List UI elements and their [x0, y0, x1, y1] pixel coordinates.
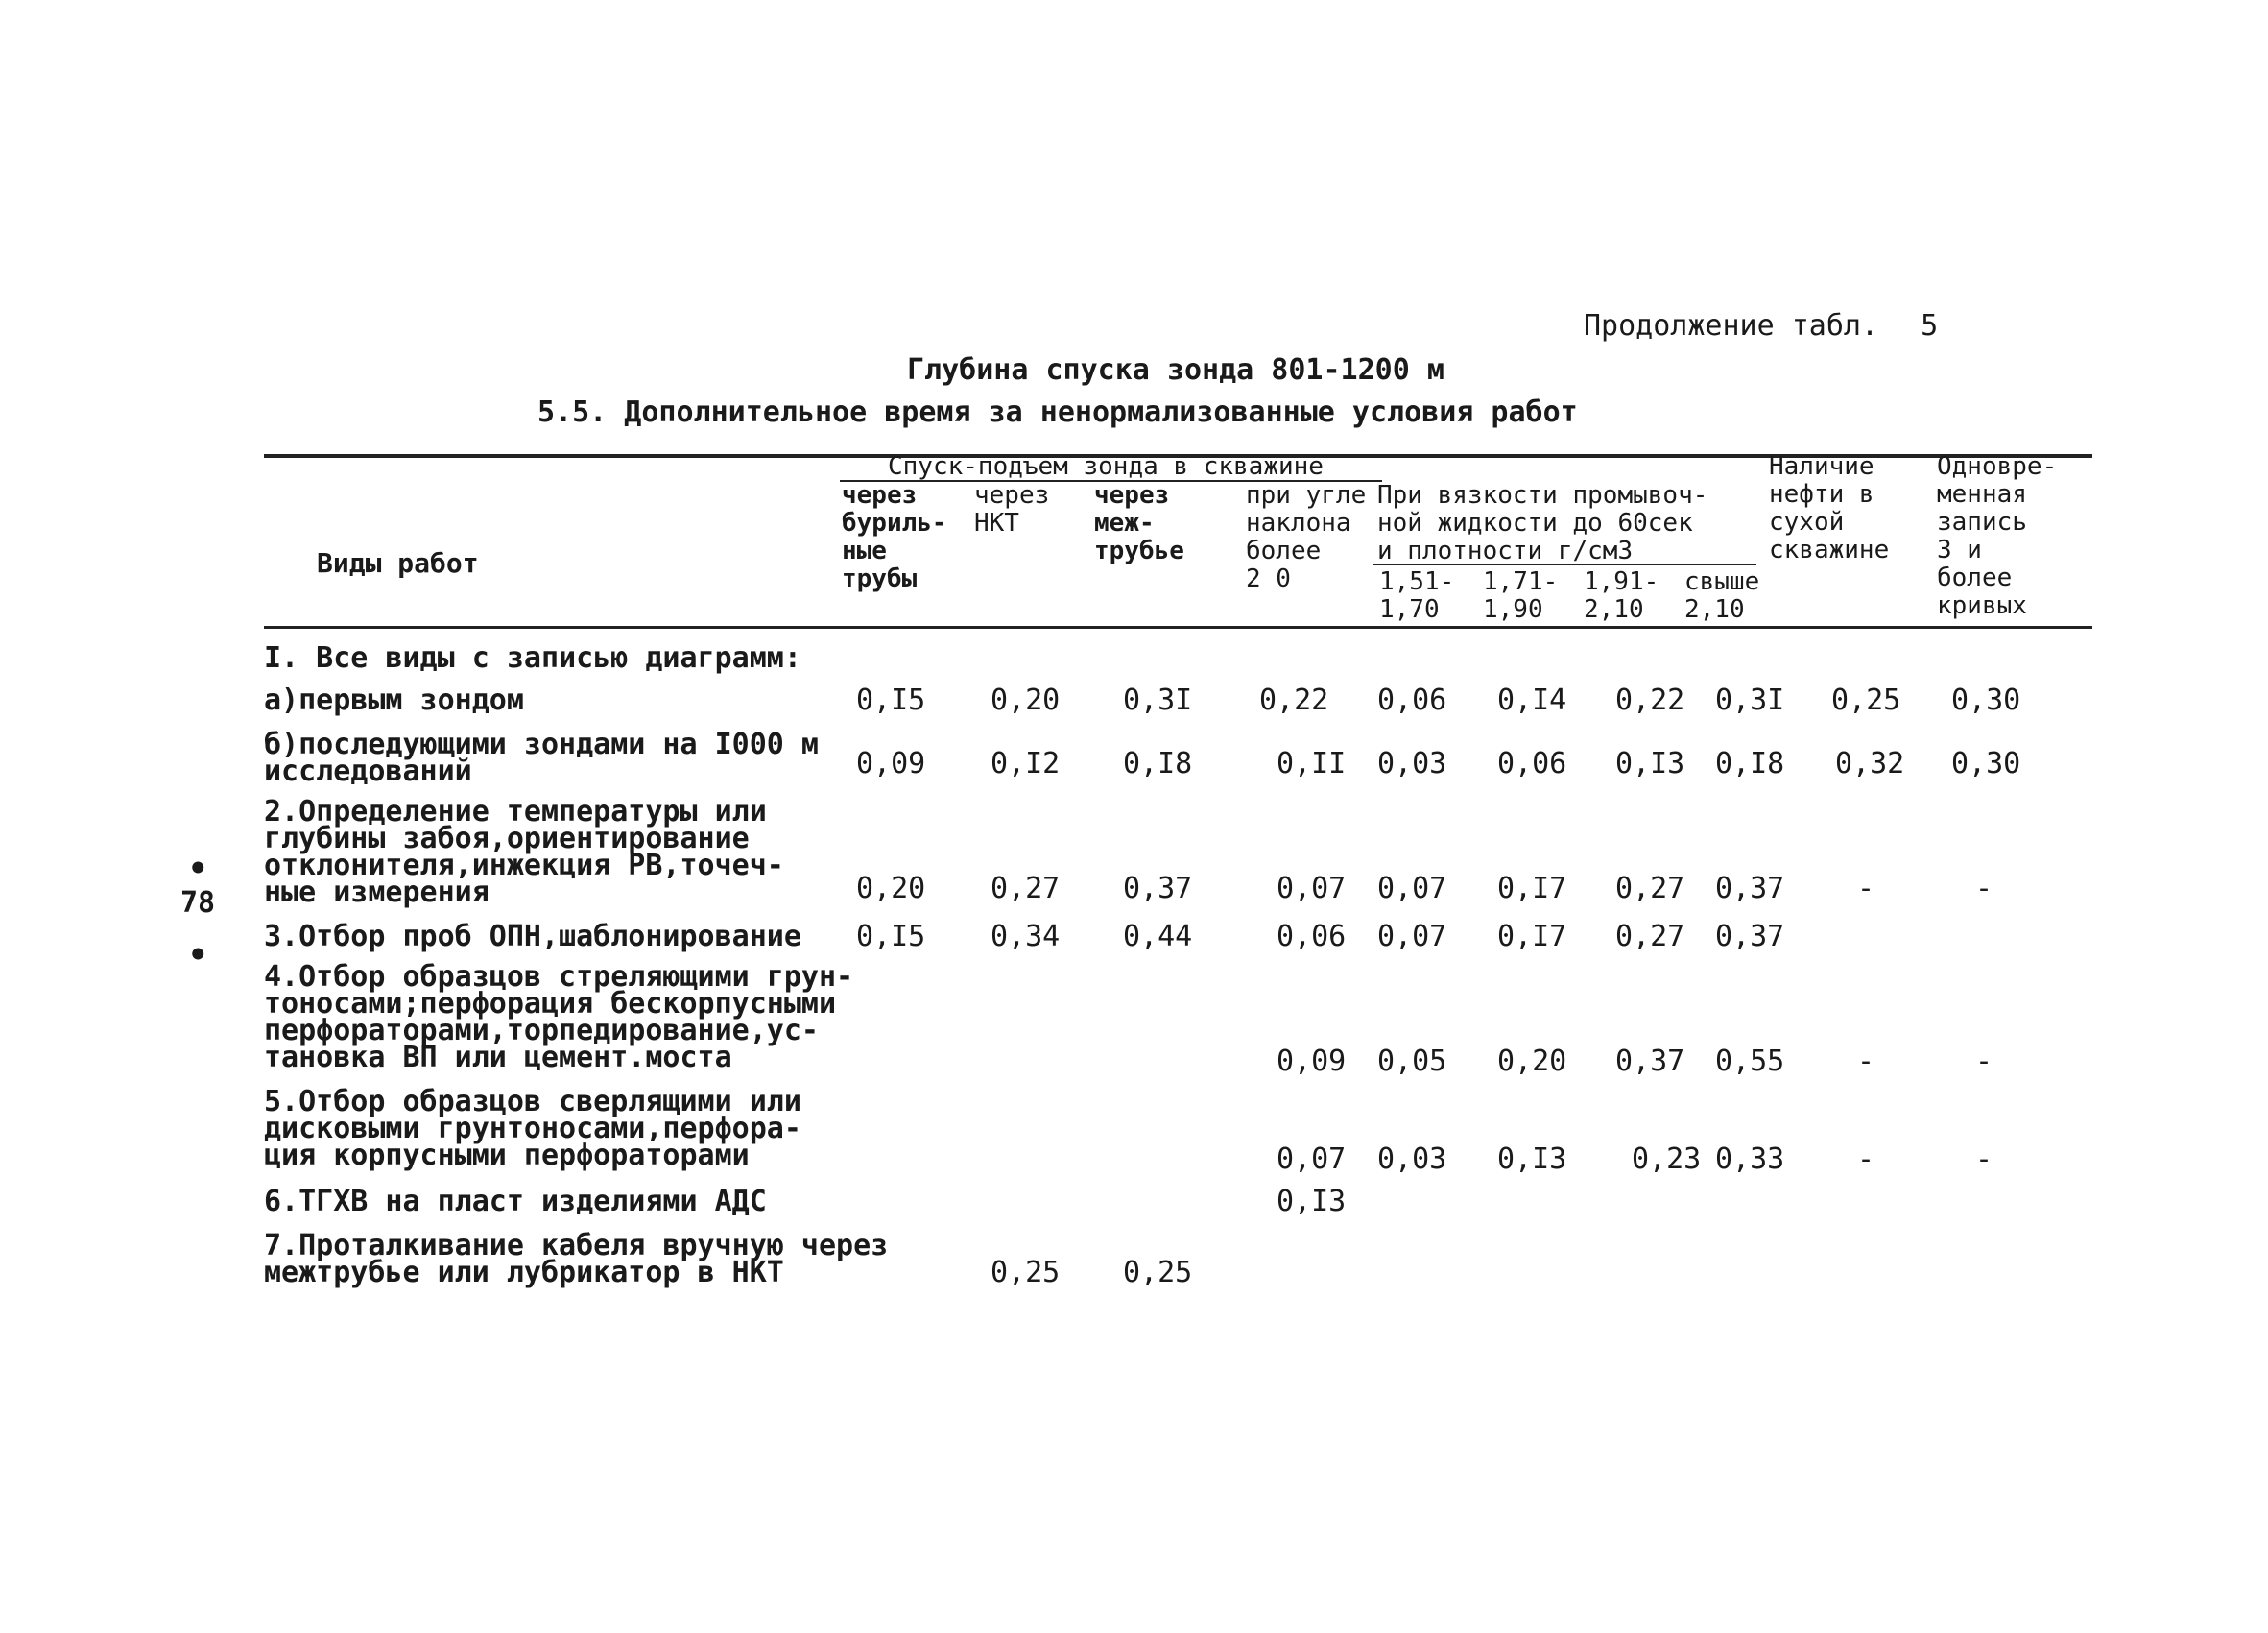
table-cell: 0,06 [1497, 747, 1567, 780]
table-cell: 0,37 [1715, 920, 1785, 953]
subtitle: Глубина спуска зонда 801-1200 м [907, 353, 1444, 387]
header-angle: при угле наклона более 2 0 [1246, 481, 1367, 593]
header-oil: Наличие нефти в сухой скважине [1769, 452, 1890, 564]
row-label-1a: а)первым зондом [264, 684, 524, 717]
table-cell: 0,27 [1615, 920, 1685, 953]
header-viscosity-group: При вязкости промывоч- ной жидкости до 60сек и плотности г/см3 [1377, 481, 1708, 565]
table-cell: 0,23 [1632, 1142, 1702, 1176]
table-cell: 0,II [1277, 747, 1347, 780]
header-density-3: 1,91- 2,10 [1584, 567, 1659, 624]
table-cell: 0,09 [856, 747, 926, 780]
row-label-1: I. Все виды с записью диаграмм: [264, 641, 801, 675]
margin-page-number: 78 [180, 886, 216, 920]
table-cell: 0,07 [1377, 920, 1447, 953]
table-cell: 0,03 [1377, 1142, 1447, 1176]
table-cell: 0,20 [1497, 1045, 1567, 1078]
table-cell: 0,03 [1377, 747, 1447, 780]
header-density-4: свыше 2,10 [1684, 567, 1760, 624]
table-cell: 0,I4 [1497, 684, 1567, 717]
row-label-5: 5.Отбор образцов сверлящими или дисковыми грунтоносами,перфора- ция корпусными перфораторами [264, 1085, 801, 1172]
table-cell: 0,34 [991, 920, 1061, 953]
header-work-types: Виды работ [317, 547, 479, 579]
table-cell: 0,22 [1615, 684, 1685, 717]
table-cell: 0,06 [1277, 920, 1347, 953]
table-cell: 0,30 [1951, 747, 2021, 780]
table-cell: 0,07 [1277, 1142, 1347, 1176]
table-cell: 0,37 [1615, 1045, 1685, 1078]
row-label-2: 2.Определение температуры или глубины забоя,ориентирование отклонителя,инжекция РВ,точеч- ные измерения [264, 795, 784, 909]
table-cell: 0,06 [1377, 684, 1447, 717]
row-label-1b: б)последующими зондами на I000 м исследований [264, 728, 819, 788]
header-intertube: через меж- трубье [1094, 481, 1184, 565]
table-cell: 0,I7 [1497, 920, 1567, 953]
table-cell: 0,I7 [1497, 872, 1567, 905]
header-simultaneous: Одновре- менная запись 3 и более кривых [1937, 452, 2058, 620]
margin-mark-bottom: • [188, 936, 208, 974]
continuation-note [1584, 309, 1938, 343]
table-cell: - [1857, 1142, 1875, 1176]
table-cell: - [1975, 872, 1993, 905]
table-cell: 0,07 [1377, 872, 1447, 905]
table-cell: 0,I3 [1277, 1185, 1347, 1218]
table-cell: 0,27 [1615, 872, 1685, 905]
table-title: 5.5. Дополнительное время за ненормализованные условия работ [537, 396, 1578, 429]
table-cell: - [1857, 1045, 1875, 1078]
table-cell: - [1857, 872, 1875, 905]
table-cell: - [1975, 1045, 1993, 1078]
table-number: 5 [1921, 309, 1939, 343]
table-cell: 0,30 [1951, 684, 2021, 717]
table-cell: 0,I5 [856, 684, 926, 717]
table-cell: 0,3I [1715, 684, 1785, 717]
table-cell: 0,3I [1123, 684, 1193, 717]
row-label-3: 3.Отбор проб ОПН,шаблонирование [264, 920, 801, 953]
table-cell: 0,33 [1715, 1142, 1785, 1176]
table-cell: 0,I8 [1715, 747, 1785, 780]
table-cell: 0,07 [1277, 872, 1347, 905]
table-cell: 0,27 [991, 872, 1061, 905]
table-cell: 0,I2 [991, 747, 1061, 780]
row-label-4: 4.Отбор образцов стреляющими грун- тоносами;перфорация бескорпусными перфораторами,торпедирование,ус- тановка ВП или цемент.моста [264, 960, 854, 1074]
header-descent-group: Спуск-подъем зонда в скважине [888, 452, 1324, 481]
row-label-6: 6.ТГХВ на пласт изделиями АДС [264, 1185, 767, 1218]
margin-mark-top: • [188, 850, 208, 888]
table-cell: - [1975, 1142, 1993, 1176]
table-cell: 0,37 [1715, 872, 1785, 905]
table-cell: 0,25 [1831, 684, 1901, 717]
table-cell: 0,I5 [856, 920, 926, 953]
header-density-2: 1,71- 1,90 [1483, 567, 1559, 624]
header-drill-pipes: через буриль- ные трубы [842, 481, 947, 593]
table-cell: 0,32 [1835, 747, 1905, 780]
table-cell: 0,20 [991, 684, 1061, 717]
table-cell: 0,25 [991, 1256, 1061, 1289]
row-label-7: 7.Проталкивание кабеля вручную через межтрубье или лубрикатор в НКТ [264, 1229, 889, 1289]
continuation-text: Продолжение табл. [1584, 309, 1879, 343]
table-cell: 0,55 [1715, 1045, 1785, 1078]
table-cell: 0,25 [1123, 1256, 1193, 1289]
table-cell: 0,I3 [1615, 747, 1685, 780]
header-nkt: через НКТ [974, 481, 1050, 538]
table-cell: 0,I8 [1123, 747, 1193, 780]
table-cell: 0,I3 [1497, 1142, 1567, 1176]
table-cell: 0,05 [1377, 1045, 1447, 1078]
table-cell: 0,20 [856, 872, 926, 905]
header-bottom-rule [264, 626, 2092, 629]
table-cell: 0,44 [1123, 920, 1193, 953]
table-cell: 0,37 [1123, 872, 1193, 905]
table-cell: 0,09 [1277, 1045, 1347, 1078]
header-density-1: 1,51- 1,70 [1379, 567, 1455, 624]
table-cell: 0,22 [1259, 684, 1329, 717]
